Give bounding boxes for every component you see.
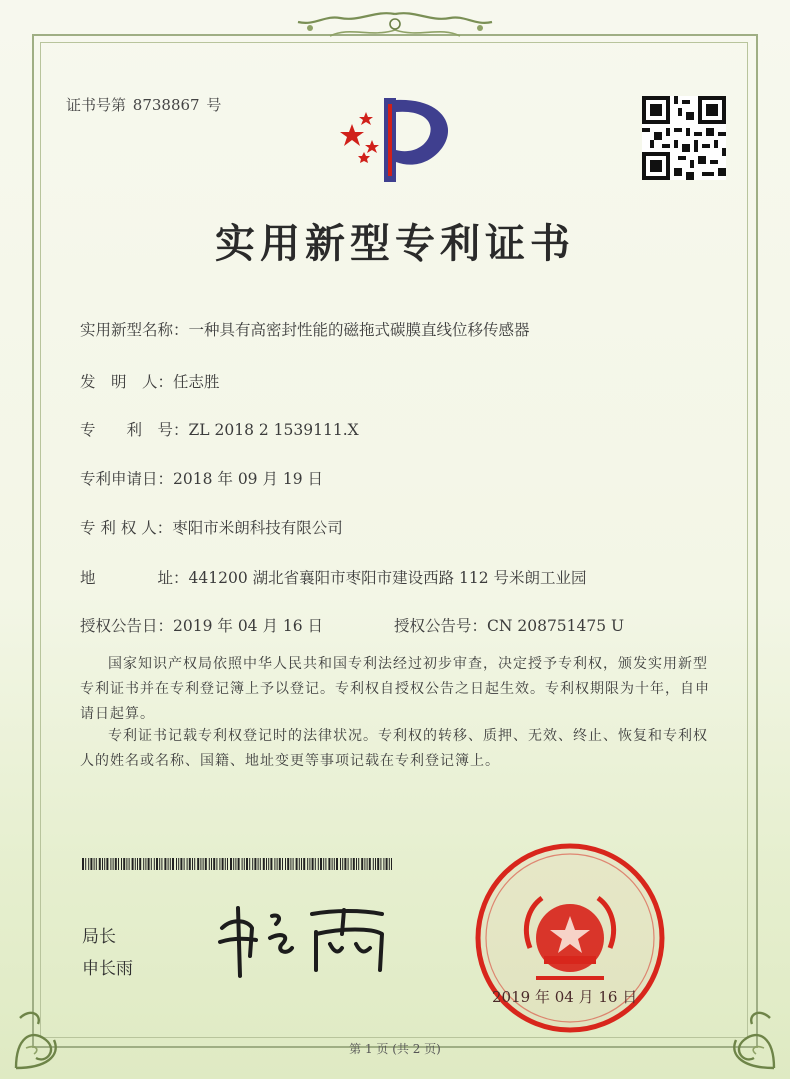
barcode-bar xyxy=(106,858,108,870)
barcode-bar xyxy=(356,858,357,870)
barcode-bar xyxy=(219,858,220,870)
barcode-bar xyxy=(211,858,212,870)
field-inventor xyxy=(80,370,220,392)
barcode-bar xyxy=(123,858,125,870)
barcode-bar xyxy=(301,858,302,870)
official-seal xyxy=(470,838,670,1038)
barcode-bar xyxy=(115,858,117,870)
barcode-bar xyxy=(328,858,330,870)
field-value: 2019 年 04 月 16 日 xyxy=(173,617,324,635)
barcode-bar xyxy=(230,858,232,870)
barcode-bar xyxy=(113,858,114,870)
field-value: 一种具有高密封性能的磁拖式碳膜直线位移传感器 xyxy=(188,321,530,339)
barcode-bar xyxy=(94,858,95,870)
certificate-number-suffix: 号 xyxy=(206,96,222,114)
barcode-bar xyxy=(200,858,201,870)
barcode-bar xyxy=(249,858,250,870)
field-value: ZL 2018 2 1539111.X xyxy=(188,421,359,439)
barcode-bar xyxy=(320,858,322,870)
barcode-bar xyxy=(315,858,316,870)
certificate-number-value: 8738867 xyxy=(132,96,200,114)
field-label: 授权公告日： xyxy=(80,617,174,635)
barcode-bar xyxy=(344,858,346,870)
field-value: 任志胜 xyxy=(173,373,220,391)
barcode-bar xyxy=(88,858,89,870)
barcode-bar xyxy=(168,858,169,870)
barcode-bar xyxy=(203,858,204,870)
barcode-bar xyxy=(126,858,127,870)
barcode-bar xyxy=(164,858,166,870)
barcode-bar xyxy=(180,858,182,870)
barcode-bar xyxy=(270,858,272,870)
barcode-bar xyxy=(351,858,352,870)
barcode-bar xyxy=(233,858,234,870)
barcode-bar xyxy=(369,858,371,870)
barcode-bar xyxy=(82,858,84,870)
barcode xyxy=(82,858,394,870)
barcode-bar xyxy=(309,858,310,870)
barcode-bar xyxy=(99,858,101,870)
barcode-bar xyxy=(373,858,374,870)
barcode-bar xyxy=(172,858,174,870)
director-title: 局长 xyxy=(82,927,116,947)
barcode-bar xyxy=(184,858,185,870)
field-value: CN 208751475 U xyxy=(487,617,625,635)
barcode-bar xyxy=(238,858,240,870)
barcode-bar xyxy=(139,858,141,870)
field-value: 2018 年 09 月 19 日 xyxy=(173,470,324,488)
field-value: 枣阳市米朗科技有限公司 xyxy=(172,519,343,537)
field-grant-number xyxy=(394,614,624,636)
field-patentee xyxy=(80,516,343,538)
field-label: 专 利 权 人： xyxy=(80,519,173,537)
barcode-bar xyxy=(325,858,326,870)
barcode-bar xyxy=(159,858,160,870)
barcode-bar xyxy=(197,858,199,870)
field-address xyxy=(80,566,587,588)
barcode-bar xyxy=(299,858,300,870)
barcode-bar xyxy=(121,858,122,870)
barcode-bar xyxy=(332,858,333,870)
barcode-bar xyxy=(225,858,226,870)
field-label: 地 址： xyxy=(80,569,189,587)
barcode-bar xyxy=(178,858,179,870)
barcode-bar xyxy=(277,858,278,870)
barcode-bar xyxy=(222,858,224,870)
barcode-bar xyxy=(348,858,349,870)
barcode-bar xyxy=(287,858,289,870)
field-value: 441200 湖北省襄阳市枣阳市建设西路 112 号米朗工业园 xyxy=(188,569,587,587)
barcode-bar xyxy=(367,858,368,870)
barcode-bar xyxy=(353,858,355,870)
barcode-bar xyxy=(274,858,275,870)
director-name: 申长雨 xyxy=(82,959,133,979)
barcode-bar xyxy=(260,858,261,870)
barcode-bar xyxy=(296,858,298,870)
barcode-bar xyxy=(104,858,105,870)
barcode-bar xyxy=(258,858,259,870)
barcode-bar xyxy=(254,858,256,870)
barcode-bar xyxy=(135,858,136,870)
field-label: 授权公告号： xyxy=(394,617,488,635)
barcode-bar xyxy=(246,858,248,870)
seal-date: 2019 年 04 月 16 日 xyxy=(492,988,638,1006)
barcode-bar xyxy=(161,858,162,870)
field-filing-date xyxy=(80,467,323,489)
barcode-bar xyxy=(145,858,146,870)
barcode-bar xyxy=(90,858,92,870)
barcode-bar xyxy=(293,858,294,870)
barcode-bar xyxy=(389,858,390,870)
corner-ornament-bottom-left xyxy=(6,978,96,1074)
barcode-bar xyxy=(364,858,365,870)
barcode-bar xyxy=(342,858,343,870)
patent-office-logo xyxy=(330,90,470,190)
page-indicator: 第 1 页 (共 2 页) xyxy=(349,1042,441,1056)
barcode-bar xyxy=(110,858,111,870)
barcode-bar xyxy=(244,858,245,870)
statement-paragraph-2: 专利证书记载专利权登记时的法律状况。专利权的转移、质押、无效、终止、恢复和专利权人的姓名或名称、国籍、地址变更等事项记载在专利登记簿上。 xyxy=(80,728,708,769)
barcode-bar xyxy=(209,858,210,870)
field-label: 专利申请日： xyxy=(80,470,174,488)
barcode-bar xyxy=(194,858,195,870)
barcode-bar xyxy=(213,858,215,870)
barcode-bar xyxy=(227,858,228,870)
certificate-number-label: 证书号第 xyxy=(66,96,127,114)
director-signature xyxy=(212,898,402,978)
barcode-bar xyxy=(96,858,97,870)
field-label: 专 利 号： xyxy=(80,421,189,439)
barcode-bar xyxy=(129,858,130,870)
barcode-bar xyxy=(235,858,236,870)
barcode-bar xyxy=(375,858,376,870)
barcode-bar xyxy=(380,858,381,870)
barcode-bar xyxy=(154,858,155,870)
barcode-bar xyxy=(143,858,144,870)
barcode-bar xyxy=(391,858,392,870)
barcode-bar xyxy=(290,858,291,870)
barcode-bar xyxy=(323,858,324,870)
field-label: 发 明 人： xyxy=(80,373,174,391)
barcode-bar xyxy=(216,858,217,870)
barcode-bar xyxy=(252,858,253,870)
statement-paragraph-1: 国家知识产权局依照中华人民共和国专利法经过初步审查，决定授予专利权，颁发实用新型专利证书并在专利登记簿上予以登记。专利权自授权公告之日起生效。专利权期限为十年，自申请日起算。 xyxy=(80,656,710,722)
barcode-bar xyxy=(266,858,267,870)
barcode-bar xyxy=(118,858,119,870)
barcode-bar xyxy=(318,858,319,870)
barcode-bar xyxy=(132,858,134,870)
barcode-bar xyxy=(285,858,286,870)
barcode-bar xyxy=(151,858,152,870)
barcode-bar xyxy=(282,858,283,870)
barcode-bar xyxy=(148,858,150,870)
barcode-bar xyxy=(205,858,207,870)
barcode-bar xyxy=(358,858,359,870)
barcode-bar xyxy=(377,858,379,870)
barcode-bar xyxy=(102,858,103,870)
barcode-bar xyxy=(340,858,341,870)
barcode-bar xyxy=(242,858,243,870)
barcode-bar xyxy=(137,858,138,870)
field-grant-date xyxy=(80,614,323,636)
corner-ornament-bottom-right xyxy=(694,978,784,1074)
barcode-bar xyxy=(170,858,171,870)
field-patent-number xyxy=(80,418,359,440)
barcode-bar xyxy=(279,858,281,870)
barcode-bar xyxy=(156,858,158,870)
field-model-name xyxy=(80,318,530,340)
barcode-bar xyxy=(192,858,193,870)
barcode-bar xyxy=(312,858,314,870)
barcode-bar xyxy=(263,858,265,870)
barcode-bar xyxy=(303,858,305,870)
barcode-bar xyxy=(383,858,384,870)
barcode-bar xyxy=(187,858,188,870)
barcode-bar xyxy=(85,858,86,870)
barcode-bar xyxy=(268,858,269,870)
barcode-bar xyxy=(307,858,308,870)
barcode-bar xyxy=(361,858,363,870)
barcode-bar xyxy=(336,858,338,870)
barcode-bar xyxy=(189,858,191,870)
qr-code xyxy=(642,96,726,180)
barcode-bar xyxy=(176,858,177,870)
certificate-title: 实用新型专利证书 xyxy=(215,221,575,267)
barcode-bar xyxy=(334,858,335,870)
field-label: 实用新型名称： xyxy=(80,321,189,339)
certificate-number xyxy=(66,94,221,115)
barcode-bar xyxy=(386,858,388,870)
top-floral-ornament xyxy=(270,8,520,48)
